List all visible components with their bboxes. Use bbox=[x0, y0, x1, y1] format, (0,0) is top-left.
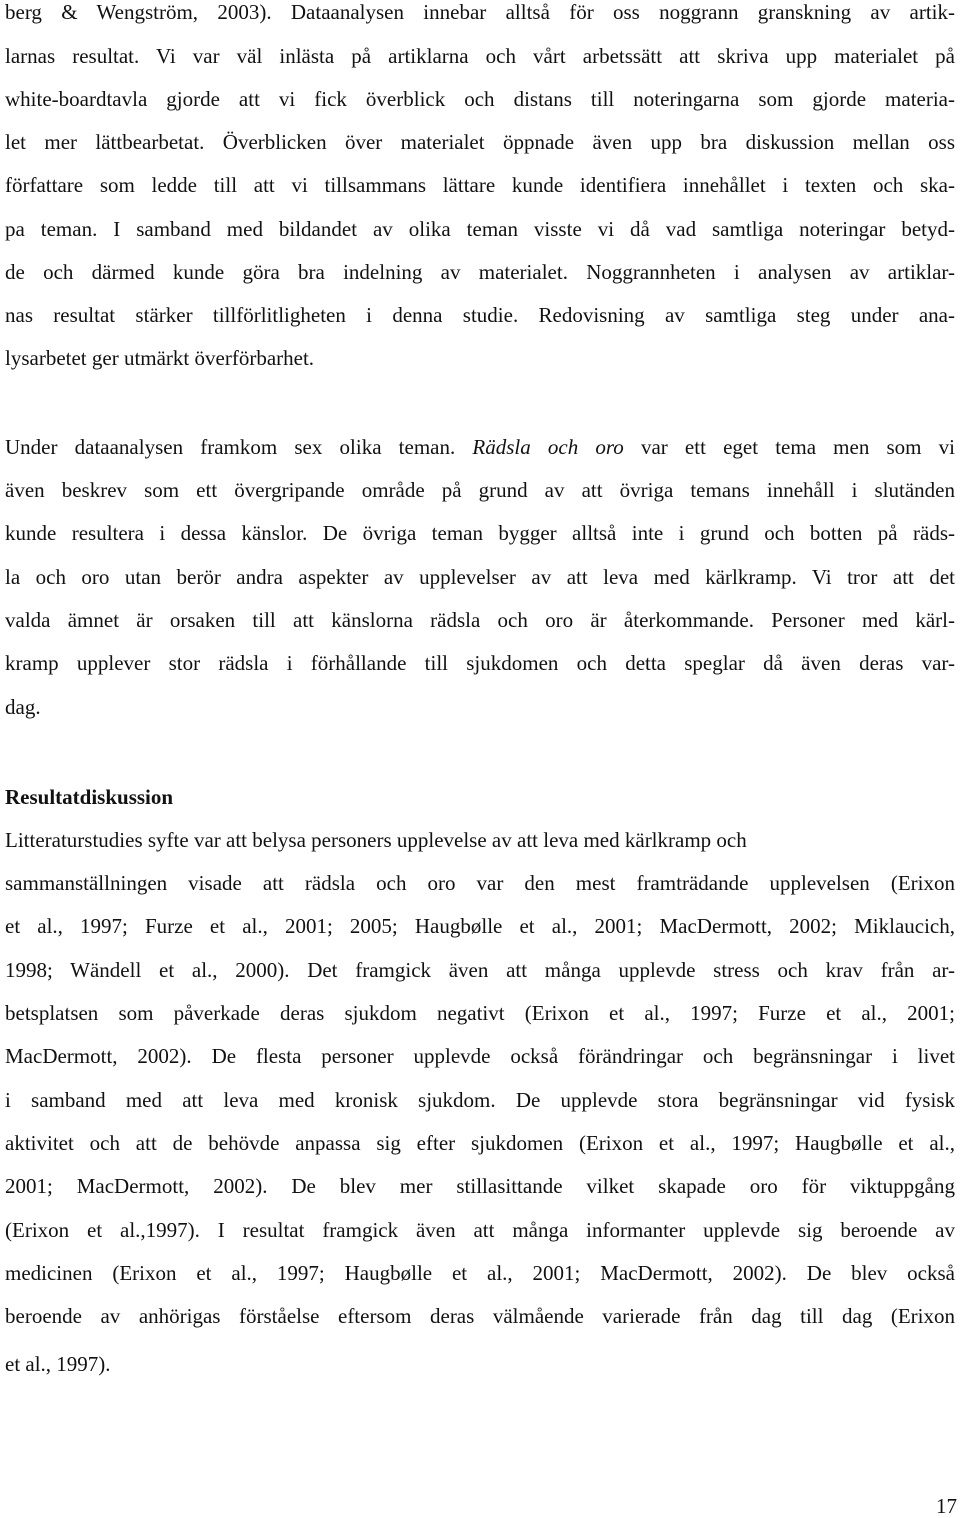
text-line: et al., 1997). bbox=[5, 1352, 111, 1376]
text-line: de och därmed kunde göra bra indelning av materialet. Noggrannheten i analysen av artiklar- bbox=[5, 260, 955, 284]
text-line: i samband med att leva med kronisk sjukdom. De upplevde stora begränsningar vid fysisk bbox=[5, 1088, 955, 1112]
text-line: berg & Wengström, 2003). Dataanalysen innebar alltså för oss noggrann granskning av artik- bbox=[5, 0, 955, 24]
text-line: let mer lättbearbetat. Överblicken över materialet öppnade även upp bra diskussion mellan oss bbox=[5, 130, 955, 154]
text-line: nas resultat stärker tillförlitligheten i denna studie. Redovisning av samtliga steg under ana- bbox=[5, 303, 955, 327]
text-span: Under dataanalysen framkom sex olika teman. bbox=[5, 435, 473, 459]
text-line: kramp upplever stor rädsla i förhållande till sjukdomen och detta speglar då även deras var- bbox=[5, 651, 955, 675]
text-line: valda ämnet är orsaken till att känslorna rädsla och oro är återkommande. Personer med kärl- bbox=[5, 608, 955, 632]
text-line: et al., 1997; Furze et al., 2001; 2005; Haugbølle et al., 2001; MacDermott, 2002; Miklaucich, bbox=[5, 914, 955, 938]
text-line: betsplatsen som påverkade deras sjukdom negativt (Erixon et al., 1997; Furze et al., 2001; bbox=[5, 1001, 955, 1025]
text-line: Litteraturstudies syfte var att belysa personers upplevelse av att leva med kärlkramp och bbox=[5, 828, 747, 852]
text-line: MacDermott, 2002). De flesta personer upplevde också förändringar och begränsningar i livet bbox=[5, 1044, 955, 1068]
text-line: författare som ledde till att vi tillsammans lättare kunde identifiera innehållet i texten och ska- bbox=[5, 173, 955, 197]
text-line: sammanställningen visade att rädsla och oro var den mest framträdande upplevelsen (Erixon bbox=[5, 871, 955, 895]
text-line: även beskrev som ett övergripande område på grund av att övriga temans innehåll i slutänden bbox=[5, 478, 955, 502]
text-line: medicinen (Erixon et al., 1997; Haugbølle et al., 2001; MacDermott, 2002). De blev också bbox=[5, 1261, 955, 1285]
text-line: beroende av anhörigas förståelse eftersom deras välmående varierade från dag till dag (Erixon bbox=[5, 1304, 955, 1328]
text-line: larnas resultat. Vi var väl inlästa på artiklarna och vårt arbetssätt att skriva upp materialet på bbox=[5, 44, 955, 68]
section-heading: Resultatdiskussion bbox=[5, 785, 174, 809]
text-line: la och oro utan berör andra aspekter av upplevelser av att leva med kärlkramp. Vi tror att det bbox=[5, 565, 955, 589]
text-line: kunde resultera i dessa känslor. De övriga teman bygger alltså inte i grund och botten på räds- bbox=[5, 521, 955, 545]
theme-name-italic: Rädsla och oro bbox=[472, 435, 624, 459]
text-line: lysarbetet ger utmärkt överförbarhet. bbox=[5, 346, 315, 370]
text-line: (Erixon et al.,1997). I resultat framgick även att många informanter upplevde sig beroende av bbox=[5, 1218, 955, 1242]
text-line: white-boardtavla gjorde att vi fick överblick och distans till noteringarna som gjorde materia- bbox=[5, 87, 955, 111]
text-line: 1998; Wändell et al., 2000). Det framgick även att många upplevde stress och krav från ar- bbox=[5, 958, 955, 982]
page-number: 17 bbox=[936, 1494, 957, 1518]
text-line bbox=[5, 435, 955, 459]
text-line: dag. bbox=[5, 695, 41, 719]
text-line: 2001; MacDermott, 2002). De blev mer stillasittande vilket skapade oro för viktuppgång bbox=[5, 1174, 955, 1198]
text-line: pa teman. I samband med bildandet av olika teman visste vi då vad samtliga noteringar betyd- bbox=[5, 217, 955, 241]
text-span: var ett eget tema men som vi bbox=[623, 435, 955, 459]
text-line: aktivitet och att de behövde anpassa sig efter sjukdomen (Erixon et al., 1997; Haugbølle et al., bbox=[5, 1131, 955, 1155]
